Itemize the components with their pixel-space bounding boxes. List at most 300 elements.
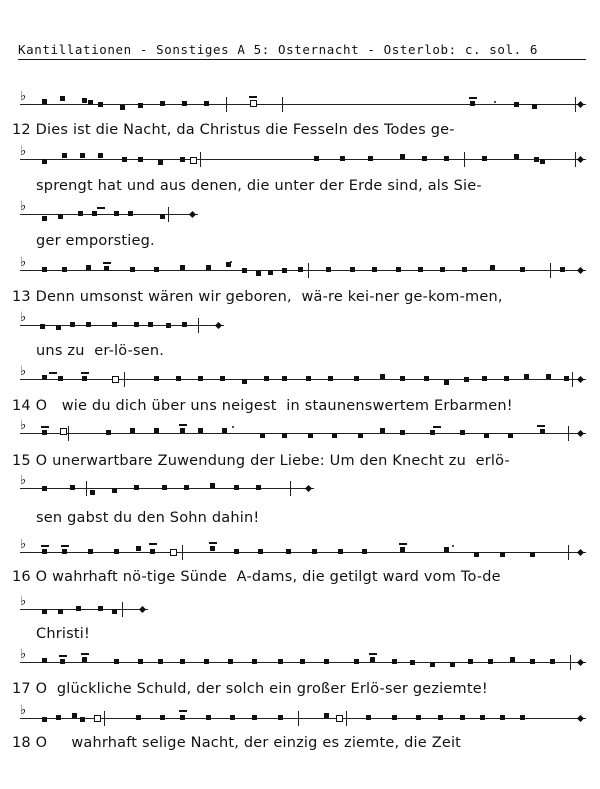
accent-mark <box>61 545 69 547</box>
note <box>130 428 135 433</box>
note <box>82 657 87 662</box>
bar-line <box>464 152 465 167</box>
staff <box>20 418 586 443</box>
staff <box>20 703 586 728</box>
lyric-line: 15 O unerwartbare Zuwendung der Liebe: Um den Knecht zu erlö- <box>12 453 510 469</box>
note <box>564 376 569 381</box>
note <box>130 267 135 272</box>
accent-mark <box>41 426 49 428</box>
bar-line <box>570 655 571 670</box>
note <box>134 485 139 490</box>
note <box>328 376 333 381</box>
note <box>474 552 479 557</box>
accent-mark <box>81 653 89 655</box>
note <box>82 376 87 381</box>
note <box>282 433 287 438</box>
note <box>422 156 427 161</box>
note <box>42 375 47 380</box>
note <box>154 428 159 433</box>
accent-mark <box>97 207 105 209</box>
staff <box>20 310 224 335</box>
note <box>42 430 47 435</box>
note <box>98 102 103 107</box>
note <box>76 606 81 611</box>
note <box>530 552 535 557</box>
note <box>160 101 165 106</box>
note <box>180 428 185 433</box>
staff <box>20 473 314 498</box>
note <box>480 715 485 720</box>
accent-mark <box>59 655 67 657</box>
final-note <box>577 549 584 556</box>
staff-line <box>20 609 148 610</box>
bar-line <box>575 97 576 112</box>
bar-line <box>290 481 291 496</box>
note <box>198 376 203 381</box>
staff-line <box>20 159 586 160</box>
note <box>42 486 47 491</box>
note <box>380 374 385 379</box>
lyric-line: 12 Dies ist die Nacht, da Christus die Fesseln des Todes ge- <box>12 122 455 138</box>
staff <box>20 537 586 562</box>
note <box>150 549 155 554</box>
note <box>106 430 111 435</box>
dot <box>452 545 454 547</box>
note <box>60 659 65 664</box>
note <box>80 153 85 158</box>
note <box>234 485 239 490</box>
dot <box>494 101 496 103</box>
note <box>136 715 141 720</box>
note <box>278 659 283 664</box>
note <box>242 379 247 384</box>
note <box>176 376 181 381</box>
note <box>260 433 265 438</box>
note <box>324 713 329 718</box>
note <box>410 660 415 665</box>
note <box>180 659 185 664</box>
note <box>324 659 329 664</box>
staff <box>20 255 586 280</box>
flat-clef-icon: ♭ <box>20 537 27 552</box>
note <box>210 483 215 488</box>
accent-mark <box>433 426 441 428</box>
note <box>264 376 269 381</box>
note <box>514 102 519 107</box>
flat-clef-icon: ♭ <box>20 703 27 718</box>
note <box>112 488 117 493</box>
staff-line <box>20 433 586 434</box>
final-note <box>577 267 584 274</box>
lyric-line: 16 O wahrhaft nö-tige Sünde A-dams, die getilgt ward vom To-de <box>12 569 501 585</box>
note <box>158 160 163 165</box>
lyric-line: sen gabst du den Sohn dahin! <box>12 510 260 526</box>
staff <box>20 647 586 672</box>
bar-line <box>198 318 199 333</box>
note <box>370 657 375 662</box>
bar-line <box>200 152 201 167</box>
note <box>42 216 47 221</box>
note <box>546 374 551 379</box>
note <box>242 268 247 273</box>
note <box>418 267 423 272</box>
note <box>86 265 91 270</box>
note <box>62 549 67 554</box>
lyric-line: 13 Denn umsonst wären wir geboren, wä-re kei-ner ge-kom-men, <box>12 289 503 305</box>
note <box>42 159 47 164</box>
note <box>42 717 47 722</box>
bar-line <box>104 711 105 726</box>
note <box>424 376 429 381</box>
flat-clef-icon: ♭ <box>20 594 27 609</box>
lyric-line: 17 O glückliche Schuld, der solch ein großer Erlö-ser geziemte! <box>12 681 488 697</box>
note <box>62 267 67 272</box>
bar-line <box>298 711 299 726</box>
flat-clef-icon: ♭ <box>20 418 27 433</box>
header-rule <box>18 59 586 60</box>
note <box>524 374 529 379</box>
note <box>450 662 455 667</box>
note <box>484 433 489 438</box>
accent-mark <box>469 97 477 99</box>
note <box>488 659 493 664</box>
staff <box>20 144 586 169</box>
note <box>42 609 47 614</box>
flat-clef-icon: ♭ <box>20 89 27 104</box>
bar-line <box>168 207 169 222</box>
note <box>42 99 47 104</box>
note <box>138 659 143 664</box>
note <box>430 662 435 667</box>
note <box>326 267 331 272</box>
note <box>60 96 65 101</box>
staff-line <box>20 325 224 326</box>
bar-line <box>226 97 227 112</box>
accent-mark <box>81 372 89 374</box>
bar-line <box>182 545 183 560</box>
note <box>154 267 159 272</box>
note <box>560 267 565 272</box>
note <box>42 267 47 272</box>
note <box>80 717 85 722</box>
note <box>464 377 469 382</box>
accent-mark <box>49 372 57 374</box>
note <box>520 715 525 720</box>
note <box>482 156 487 161</box>
bar-line <box>124 372 125 387</box>
open-note <box>112 376 119 383</box>
bar-line <box>568 545 569 560</box>
note <box>500 552 505 557</box>
note <box>182 101 187 106</box>
note <box>282 376 287 381</box>
note <box>78 211 83 216</box>
note <box>520 267 525 272</box>
note <box>256 271 261 276</box>
note <box>228 659 233 664</box>
note <box>298 267 303 272</box>
note <box>368 156 373 161</box>
note <box>58 376 63 381</box>
note <box>468 659 473 664</box>
flat-clef-icon: ♭ <box>20 310 27 325</box>
final-note <box>577 659 584 666</box>
note <box>282 268 287 273</box>
note <box>42 549 47 554</box>
final-note <box>305 485 312 492</box>
accent-mark <box>249 96 257 98</box>
note <box>532 104 537 109</box>
bar-line <box>86 481 87 496</box>
accent-mark <box>179 424 187 426</box>
note <box>396 267 401 272</box>
note <box>184 485 189 490</box>
bar-line <box>572 372 573 387</box>
note <box>158 659 163 664</box>
lyric-line: 14 O wie du dich über uns neigest in staunenswertem Erbarmen! <box>12 398 513 414</box>
note <box>104 266 109 271</box>
note <box>154 376 159 381</box>
note <box>278 715 283 720</box>
note <box>134 322 139 327</box>
final-note <box>577 430 584 437</box>
note <box>354 376 359 381</box>
note <box>204 659 209 664</box>
note <box>354 659 359 664</box>
bar-line <box>575 152 576 167</box>
note <box>114 659 119 664</box>
note <box>482 376 487 381</box>
note <box>70 485 75 490</box>
bar-line <box>122 602 123 617</box>
note <box>182 322 187 327</box>
bar-line <box>568 426 569 441</box>
note <box>114 211 119 216</box>
note <box>534 157 539 162</box>
note <box>438 715 443 720</box>
note <box>160 715 165 720</box>
note <box>400 547 405 552</box>
note <box>62 153 67 158</box>
flat-clef-icon: ♭ <box>20 647 27 662</box>
staff <box>20 199 198 224</box>
staff-line <box>20 214 198 215</box>
note <box>392 715 397 720</box>
note <box>112 609 117 614</box>
note <box>72 713 77 718</box>
note <box>122 157 127 162</box>
bar-line <box>282 97 283 112</box>
note <box>114 549 119 554</box>
note <box>444 380 449 385</box>
accent-mark <box>103 262 111 264</box>
note <box>220 376 225 381</box>
bar-line <box>68 426 69 441</box>
note <box>366 715 371 720</box>
accent-mark <box>149 543 157 545</box>
note <box>350 267 355 272</box>
note <box>230 715 235 720</box>
note <box>372 267 377 272</box>
note <box>206 265 211 270</box>
note <box>40 324 45 329</box>
note <box>98 153 103 158</box>
note <box>180 715 185 720</box>
note <box>508 433 513 438</box>
note <box>444 547 449 552</box>
note <box>338 549 343 554</box>
note <box>162 485 167 490</box>
note <box>88 100 93 105</box>
staff <box>20 364 586 389</box>
note <box>500 715 505 720</box>
bar-line <box>550 263 551 278</box>
note <box>252 659 257 664</box>
note <box>138 157 143 162</box>
staff-line <box>20 379 586 380</box>
note <box>300 659 305 664</box>
note <box>550 659 555 664</box>
open-note <box>170 549 177 556</box>
note <box>160 214 165 219</box>
note <box>416 715 421 720</box>
note <box>210 546 215 551</box>
lyric-line: Christi! <box>12 626 91 642</box>
lyric-line: sprengt hat und aus denen, die unter der Erde sind, als Sie- <box>12 178 482 194</box>
note <box>56 715 61 720</box>
note <box>430 430 435 435</box>
note <box>358 433 363 438</box>
final-note <box>577 156 584 163</box>
note <box>306 376 311 381</box>
accent-mark <box>41 545 49 547</box>
note <box>166 323 171 328</box>
note <box>540 159 545 164</box>
open-note <box>336 715 343 722</box>
note <box>56 325 61 330</box>
note <box>180 157 185 162</box>
note <box>180 265 185 270</box>
note <box>258 549 263 554</box>
final-note <box>189 211 196 218</box>
note <box>462 267 467 272</box>
note <box>58 214 63 219</box>
note <box>86 322 91 327</box>
accent-mark <box>399 543 407 545</box>
staff-line <box>20 104 586 105</box>
note <box>514 154 519 159</box>
open-note <box>190 157 197 164</box>
note <box>120 105 125 110</box>
note <box>460 430 465 435</box>
note <box>510 657 515 662</box>
note <box>198 428 203 433</box>
bar-line <box>308 263 309 278</box>
flat-clef-icon: ♭ <box>20 144 27 159</box>
note <box>392 659 397 664</box>
page-header: Kantillationen - Sonstiges A 5: Osternacht - Osterlob: c. sol. 6 <box>18 42 539 57</box>
flat-clef-icon: ♭ <box>20 473 27 488</box>
note <box>530 659 535 664</box>
final-note <box>577 715 584 722</box>
note <box>460 715 465 720</box>
final-note <box>139 606 146 613</box>
note <box>380 428 385 433</box>
note <box>136 546 141 551</box>
lyric-line: uns zu er-lö-sen. <box>12 343 165 359</box>
staff-line <box>20 488 314 489</box>
note <box>90 490 95 495</box>
note <box>42 658 47 663</box>
note <box>138 103 143 108</box>
note <box>222 428 227 433</box>
note <box>88 549 93 554</box>
accent-mark <box>369 653 377 655</box>
note <box>444 156 449 161</box>
note <box>314 156 319 161</box>
accent-mark <box>209 542 217 544</box>
final-note <box>577 101 584 108</box>
note <box>82 98 87 103</box>
note <box>148 322 153 327</box>
note <box>470 101 475 106</box>
note <box>308 433 313 438</box>
flat-clef-icon: ♭ <box>20 199 27 214</box>
note <box>400 154 405 159</box>
bar-line <box>346 711 347 726</box>
open-note <box>60 428 67 435</box>
note <box>362 549 367 554</box>
note <box>490 265 495 270</box>
note <box>440 267 445 272</box>
flat-clef-icon: ♭ <box>20 255 27 270</box>
note <box>92 211 97 216</box>
note <box>128 211 133 216</box>
note <box>234 549 239 554</box>
note <box>204 101 209 106</box>
open-note <box>94 715 101 722</box>
lyric-line: ger emporstieg. <box>12 233 155 249</box>
staff <box>20 89 586 114</box>
note <box>268 270 273 275</box>
dot <box>230 261 232 263</box>
note <box>340 156 345 161</box>
note <box>98 606 103 611</box>
accent-mark <box>537 425 545 427</box>
final-note <box>215 322 222 329</box>
note <box>70 322 75 327</box>
final-note <box>577 376 584 383</box>
note <box>332 433 337 438</box>
note <box>286 549 291 554</box>
note <box>58 609 63 614</box>
note <box>252 715 257 720</box>
note <box>312 549 317 554</box>
note <box>112 322 117 327</box>
note <box>206 715 211 720</box>
note <box>540 429 545 434</box>
accent-mark <box>179 710 187 712</box>
note <box>400 376 405 381</box>
note <box>256 485 261 490</box>
open-note <box>250 100 257 107</box>
note <box>504 376 509 381</box>
dot <box>232 426 234 428</box>
lyric-line: 18 O wahrhaft selige Nacht, der einzig es ziemte, die Zeit <box>12 735 462 751</box>
staff <box>20 594 148 619</box>
note <box>400 430 405 435</box>
flat-clef-icon: ♭ <box>20 364 27 379</box>
